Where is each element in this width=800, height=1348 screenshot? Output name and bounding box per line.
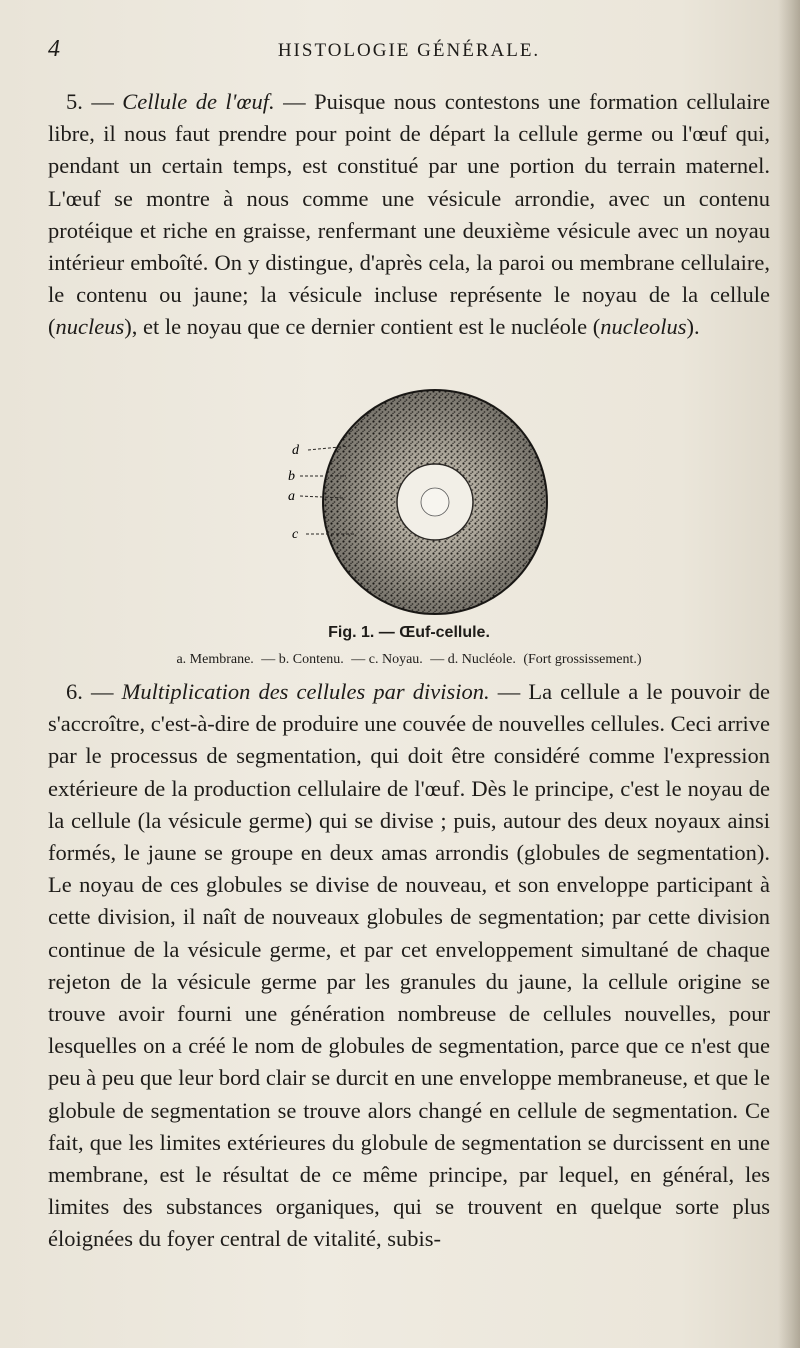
figure-label-c: c [292, 527, 299, 542]
paragraph-text: La cellule a le pouvoir de s'accroître, c'est-à-dire de produire une couvée de nouvelles cellules. Ceci arrive par le processus de segmentation, qui doit être considéré comme l'expression extérieure de la production cellulaire de l'œuf. Dès le principe, c'est le noyau de la cellule (la vésicule germe) qui se divise ; puis, autour des deux noyaux ainsi formés, le jaune se groupe en deux amas arrondis (globules de segmentation). Le noyau de ces globules se divise de nouveau, et son enveloppe participant à cette division, il naît de nouveaux globules de segmentation; par cette division continue de la vésicule germe, et par cet enveloppement simultané de chaque rejeton de la vésicule germe par les granules du jaune, la cellule origine se trouve avoir fourni une génération nombreuse de cellules nouvelles, pour lesquelles on a créé le nom de globules de segmentation, parce que ce n'est que peu à peu que leur bord clair se durcit en une enveloppe membraneuse, et que le globule de segmentation se trouve alors changé en cellule de segmentation. Ce fait, que les limites extérieures du globule de segmentation se durcissent en une membrane, est le résultat de ce même principe, par lequel, en général, les limites des substances organiques, qui se trouvent en quelque sorte plus éloignées du foyer central de vitalité, subis- [48, 679, 771, 1252]
paragraph-text: Puisque nous contestons une formation cellulaire libre, il nous faut prendre pour point de départ la cellule germe ou l'œuf qui, pendant un certain temps, est constitué par une portion du terrain maternel. L'œuf se montre à nous comme une vésicule arrondie, avec un contenu protéique et riche en graisse, renfermant une deuxième vésicule avec un noyau intérieur emboîté. On y distingue, d'après cela, la paroi ou membrane cellulaire, le contenu ou jaune; la vésicule incluse représente le noyau de la cellule ( [48, 89, 771, 340]
latin-term: nucleus [55, 314, 125, 340]
running-title: HISTOLOGIE GÉNÉRALE. [277, 40, 541, 61]
section-5-paragraph: 5. — Cellule de l'œuf. — Puisque nous contestons une formation cellulaire libre, il nous faut prendre pour point de départ la cellule germe ou l'œuf qui, pendant un certain temps, est constitué par une portion du terrain maternel. L'œuf se montre à nous comme une vésicule arrondie, avec un contenu protéique et riche en graisse, renfermant une deuxième vésicule avec un noyau intérieur emboîté. On y distingue, d'après cela, la paroi ou membrane cellulaire, le contenu ou jaune; la vésicule incluse représente le noyau de la cellule (nucleus), et le noyau que ce dernier contient est le nucléole (nucleolus). [48, 89, 771, 340]
figure-label-d: d [292, 443, 299, 458]
figure-label-b: b [288, 469, 295, 484]
egg-cell-figure [270, 384, 570, 626]
latin-term: nucleolus [600, 314, 687, 340]
legend-d: — d. Nucléole. [430, 652, 516, 667]
section-6-paragraph: 6. — Multiplication des cellules par division. — La cellule a le pouvoir de s'accroître, c'est-à-dire de produire une couvée de nouvelles cellules. Ceci arrive par le processus de segmentation, qui doit être considéré comme l'expression extérieure de la production cellulaire de l'œuf. Dès le principe, c'est le noyau de la cellule (la vésicule germe) qui se divise ; puis, autour des deux noyaux ainsi formés, le jaune se groupe en deux amas arrondis (globules de segmentation). Le noyau de ces globules se divise de nouveau, et son enveloppe participant à cette division, il naît de nouveaux globules de segmentation; par cette division continue de la vésicule germe, et par cet enveloppement simultané de chaque rejeton de la vésicule germe par les granules du jaune, la cellule origine se trouve avoir fourni une génération nombreuse de cellules nouvelles, pour lesquelles on a créé le nom de globules de segmentation, parce que ce n'est que peu à peu que leur bord clair se durcit en une enveloppe membraneuse, et que le globule de segmentation se trouve alors changé en cellule de segmentation. Ce fait, que les limites extérieures du globule de segmentation se durcissent en une membrane, est le résultat de ce même principe, par lequel, en général, les limites des substances organiques, qui se trouvent en quelque sorte plus éloignées du foyer central de vitalité, subis- [48, 679, 771, 1252]
page-edge-shadow [778, 0, 800, 1348]
section-title: Cellule de l'œuf. [122, 89, 275, 114]
legend-b: — b. Contenu. [261, 652, 344, 667]
legend-c: — c. Noyau. [351, 652, 423, 667]
section-title: Multiplication des cellules par division. [121, 679, 490, 704]
paragraph-text: ), et le noyau que ce dernier contient est le nucléole ( [124, 314, 601, 340]
legend-note: (Fort grossissement.) [523, 652, 642, 667]
figure-legend [48, 652, 770, 668]
legend-a: a. Membrane. [176, 652, 254, 667]
page-header [48, 36, 770, 70]
figure-label-a: a [288, 489, 295, 504]
page-number: 4 [48, 36, 60, 62]
section-number: 5. [66, 89, 83, 114]
section-number: 6. [66, 679, 83, 704]
egg-nucleus [397, 464, 473, 540]
figure-caption: Fig. 1. — Œuf-cellule. [328, 624, 490, 641]
paragraph-text: ). [686, 314, 700, 340]
